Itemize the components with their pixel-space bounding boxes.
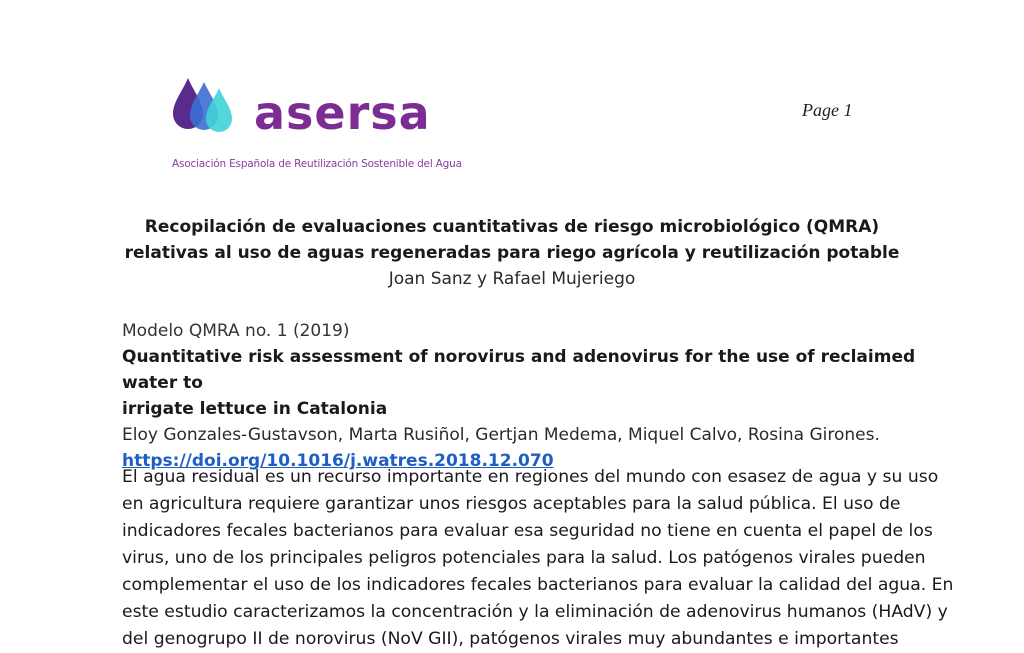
model-label: Modelo QMRA no. 1 (2019) xyxy=(122,321,350,341)
page-number: Page 1 xyxy=(802,100,853,120)
abstract-paragraph xyxy=(122,464,962,653)
logo-subtitle: Asociación Española de Reutilización Sostenible del Agua xyxy=(172,158,462,170)
abstract-line: indicadores fecales bacterianos para evaluar esa seguridad no tiene en cuenta el papel de los xyxy=(122,521,933,541)
water-drops-icon xyxy=(172,76,236,138)
doi-link[interactable]: https://doi.org/10.1016/j.watres.2018.12.070 xyxy=(122,451,554,471)
abstract-line: este estudio caracterizamos la concentración y la eliminación de adenovirus humanos (HAdV) y xyxy=(122,602,948,622)
abstract-line: virus, uno de los principales peligros potenciales para la salud. Los patógenos virales pueden xyxy=(122,548,926,568)
paper-title-line-1: Quantitative risk assessment of norovirus and adenovirus for the use of reclaimed water to xyxy=(122,347,916,393)
asersa-logo xyxy=(170,72,462,182)
document-authors: Joan Sanz y Rafael Mujeriego xyxy=(388,269,636,289)
document-title-block xyxy=(100,214,924,292)
document-title-line-1: Recopilación de evaluaciones cuantitativas de riesgo microbiológico (QMRA) xyxy=(144,217,880,237)
paper-title-line-2: irrigate lettuce in Catalonia xyxy=(122,399,388,419)
logo-wordmark: asersa xyxy=(254,86,431,140)
model-entry xyxy=(122,318,952,474)
document-title-line-2: relativas al uso de aguas regeneradas para riego agrícola y reutilización potable xyxy=(124,243,900,263)
abstract-line: El agua residual es un recurso importante en regiones del mundo con esasez de agua y su uso xyxy=(122,467,939,487)
paper-authors: Eloy Gonzales-Gustavson, Marta Rusiñol, Gertjan Medema, Miquel Calvo, Rosina Girones. xyxy=(122,425,880,445)
abstract-line: en agricultura requiere garantizar unos riesgos aceptables para la salud pública. El uso de xyxy=(122,494,901,514)
abstract-line: complementar el uso de los indicadores fecales bacterianos para evaluar la calidad del agua. En xyxy=(122,575,954,595)
abstract-line: del genogrupo II de norovirus (NoV GII), patógenos virales muy abundantes e importantes xyxy=(122,629,899,649)
